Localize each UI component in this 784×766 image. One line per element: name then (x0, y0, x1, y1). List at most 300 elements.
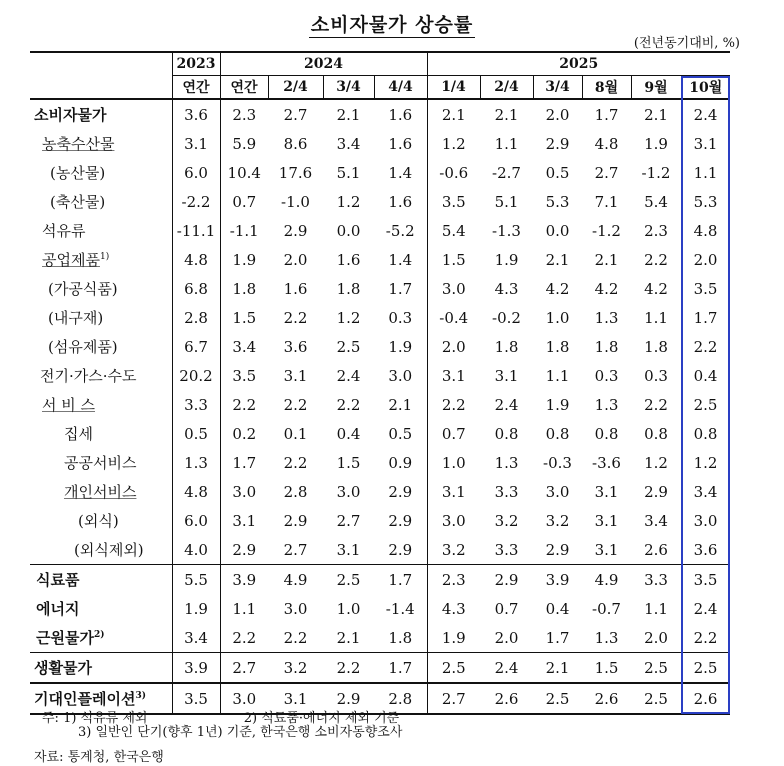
table-cell: 4.8 (172, 245, 220, 274)
table-cell: 3.0 (693, 511, 718, 530)
table-cell: 4.8 (172, 477, 220, 506)
table-cell: 2.4 (480, 653, 533, 684)
table-cell: 2.9 (220, 535, 268, 565)
year-header-2025: 2025 (427, 52, 730, 76)
table-cell: 6.8 (172, 274, 220, 303)
table-row (30, 448, 730, 477)
table-cell: -1.3 (492, 221, 521, 240)
table-cell: 0.0 (545, 221, 570, 240)
period-header: 3/4 (323, 76, 374, 100)
table-cell: -1.4 (385, 599, 415, 618)
table-cell: 3.0 (545, 482, 570, 501)
table-row (30, 565, 730, 595)
table-cell: 2.6 (582, 683, 631, 714)
row-label (30, 216, 172, 245)
table-cell: 5.3 (693, 192, 718, 211)
table-cell: 1.2 (693, 453, 718, 472)
row-label-text: 공공서비스 (64, 454, 137, 472)
row-label-text: 서 비 스 (42, 396, 96, 414)
table-cell: 0.8 (545, 424, 570, 443)
table-row (30, 158, 730, 187)
period-header: 연간 (220, 76, 268, 100)
table-cell: 0.3 (644, 366, 668, 385)
table-cell: 2.0 (693, 250, 718, 269)
row-label-text: 기대인플레이션 (34, 690, 136, 708)
table-cell: 3.1 (494, 366, 519, 385)
table-cell: 3.1 (594, 511, 619, 530)
table-cell: 2.5 (681, 653, 730, 684)
table-cell: -2.2 (172, 187, 220, 216)
table-cell: -0.2 (492, 308, 521, 327)
table-cell: 1.6 (336, 250, 361, 269)
table-cell: 2.9 (388, 540, 413, 559)
table-cell: 2.7 (427, 683, 480, 714)
table-row (30, 99, 730, 129)
table-cell: 2.2 (220, 390, 268, 419)
table-cell: 2.4 (693, 105, 718, 124)
year-header-2023: 2023 (172, 52, 220, 76)
table-cell: 2.1 (533, 653, 582, 684)
table-cell: 3.0 (336, 482, 361, 501)
row-label (30, 390, 172, 419)
row-label-text: (축산물) (50, 193, 106, 211)
table-cell: 3.5 (220, 361, 268, 390)
table-row (30, 419, 730, 448)
footnote-3: 3) 일반인 단기(향후 1년) 기준, 한국은행 소비자동향조사 (78, 725, 403, 740)
table-cell: 2.4 (336, 366, 361, 385)
table-cell: 1.2 (336, 192, 361, 211)
table-cell: 2.9 (388, 511, 413, 530)
period-header: 2/4 (268, 76, 323, 100)
table-cell: 8.6 (283, 134, 308, 153)
table-cell: -0.6 (427, 158, 480, 187)
source-note: 자료: 통계청, 한국은행 (34, 750, 164, 765)
table-cell: 3.1 (427, 361, 480, 390)
table-cell: 2.7 (336, 511, 361, 530)
period-header: 8월 (582, 76, 631, 100)
table-cell: 1.8 (644, 337, 668, 356)
table-row (30, 653, 730, 684)
table-cell: 1.9 (545, 395, 570, 414)
footnote-line-1 (42, 712, 402, 726)
table-cell: 1.8 (545, 337, 570, 356)
table-cell: 2.0 (494, 628, 519, 647)
table-cell: 1.3 (494, 453, 519, 472)
table-cell: 0.7 (427, 419, 480, 448)
table-cell: 1.8 (594, 337, 619, 356)
table-cell: 2.2 (693, 628, 718, 647)
table-cell: 1.1 (644, 599, 668, 618)
table-cell: 2.8 (172, 303, 220, 332)
table-cell: 4.8 (693, 221, 718, 240)
table-cell: 3.2 (268, 653, 323, 684)
table-row (30, 361, 730, 390)
table-cell: 1.3 (594, 395, 619, 414)
table-row (30, 245, 730, 274)
table-cell: 1.2 (336, 308, 361, 327)
table-row (30, 506, 730, 535)
table-cell: 5.1 (336, 163, 361, 182)
row-label (30, 274, 172, 303)
table-row (30, 594, 730, 623)
row-label (30, 361, 172, 390)
row-label (30, 683, 172, 714)
table-cell: 4.3 (494, 279, 519, 298)
table-cell: 2.2 (283, 453, 308, 472)
row-label-text: 소비자물가 (34, 106, 107, 124)
table-cell: 3.4 (220, 332, 268, 361)
row-label-text: 에너지 (36, 600, 80, 618)
table-cell: 4.2 (545, 279, 570, 298)
table-cell: 1.9 (388, 337, 413, 356)
row-label-text: 전기·가스·수도 (40, 367, 137, 385)
table-cell: -1.1 (220, 216, 268, 245)
table-cell: 3.6 (172, 99, 220, 129)
table-cell: 1.8 (220, 274, 268, 303)
table-row (30, 623, 730, 653)
table-cell: 2.9 (283, 511, 308, 530)
table-cell: -11.1 (172, 216, 220, 245)
table-cell: 2.9 (644, 482, 668, 501)
table-cell: 0.4 (336, 424, 361, 443)
table-cell: 2.0 (644, 628, 668, 647)
table-cell: 4.9 (582, 565, 631, 595)
table-cell: 3.0 (220, 683, 268, 714)
table-cell: 2.3 (644, 221, 668, 240)
table-cell: 1.9 (427, 623, 480, 653)
table-cell: 2.2 (323, 653, 374, 684)
table-cell: 1.6 (388, 134, 413, 153)
table-cell: 2.6 (480, 683, 533, 714)
table-cell: 2.1 (336, 105, 361, 124)
table-cell: 1.4 (388, 250, 413, 269)
footnotes (42, 712, 402, 740)
table-cell: 3.1 (172, 129, 220, 158)
table-cell: 2.1 (336, 628, 361, 647)
table-cell: 2.3 (427, 565, 480, 595)
row-label-text: 개인서비스 (64, 483, 137, 501)
row-label (30, 187, 172, 216)
row-label (30, 158, 172, 187)
table-cell: -2.7 (492, 163, 521, 182)
row-label-text: (가공식품) (48, 280, 118, 298)
table-cell: -3.6 (592, 453, 621, 472)
table-cell: 1.3 (172, 448, 220, 477)
table-cell: 1.4 (388, 163, 413, 182)
row-label (30, 535, 172, 565)
table-cell: 1.5 (582, 653, 631, 684)
table-cell: 2.9 (323, 683, 374, 714)
table-cell: 0.9 (388, 453, 413, 472)
table-cell: 1.8 (494, 337, 519, 356)
table-cell: 1.8 (388, 628, 413, 647)
table-cell: -0.7 (592, 599, 621, 618)
table-cell: 3.1 (594, 540, 619, 559)
footnote-marker: 2) (93, 630, 105, 640)
table-cell: 3.3 (631, 565, 681, 595)
table-cell: 0.8 (693, 424, 718, 443)
year-header-2024: 2024 (220, 52, 427, 76)
table-cell: 6.0 (172, 506, 220, 535)
table-cell: 0.5 (388, 424, 413, 443)
table-cell: 1.1 (644, 308, 668, 327)
table-cell: 3.4 (693, 482, 718, 501)
table-cell: 1.5 (427, 245, 480, 274)
footnote-marker: 3) (135, 691, 146, 701)
table-cell: 3.4 (172, 623, 220, 653)
row-label-text: 집세 (64, 425, 93, 443)
period-header: 3/4 (533, 76, 582, 100)
table-cell: 2.5 (693, 395, 718, 414)
table-cell: 2.2 (283, 308, 308, 327)
row-label-text: 식료품 (36, 571, 80, 589)
row-label-text: 석유류 (42, 222, 86, 240)
table-row (30, 274, 730, 303)
table-cell: 1.6 (283, 279, 308, 298)
table-cell: 5.1 (494, 192, 519, 211)
row-label-text: 근원물가 (36, 629, 94, 647)
row-label (30, 419, 172, 448)
table-cell: 5.4 (427, 216, 480, 245)
table-cell: 2.5 (427, 653, 480, 684)
table-cell: 0.0 (336, 221, 361, 240)
table-cell: 2.5 (323, 565, 374, 595)
table-cell: 2.5 (336, 337, 361, 356)
table-cell: 3.0 (220, 477, 268, 506)
table-cell: 1.6 (388, 192, 413, 211)
table-cell: 1.9 (494, 250, 519, 269)
table-cell: 2.2 (693, 337, 718, 356)
table-cell: 2.6 (681, 683, 730, 714)
table-cell: 1.1 (220, 594, 268, 623)
table-cell: 3.5 (693, 279, 718, 298)
table-cell: 3.1 (336, 540, 361, 559)
table-cell: 2.4 (693, 599, 718, 618)
table-cell: 2.9 (388, 482, 413, 501)
table-cell: 20.2 (172, 361, 220, 390)
table-cell: 1.6 (388, 105, 413, 124)
table-cell: 3.9 (220, 565, 268, 595)
table-cell: 0.8 (494, 424, 519, 443)
table-cell: 2.1 (388, 395, 413, 414)
table-cell: 2.2 (336, 395, 361, 414)
table-title: 소비자물가 상승률 (310, 14, 474, 36)
table-cell: 3.0 (283, 599, 308, 618)
row-label (30, 245, 172, 274)
table-row (30, 303, 730, 332)
table-cell: 2.9 (545, 134, 570, 153)
table-cell: 2.2 (644, 395, 668, 414)
table-cell: 1.7 (388, 279, 413, 298)
row-label-text: 생활물가 (34, 659, 92, 677)
table-cell: -0.4 (427, 303, 480, 332)
table-cell: 2.2 (283, 395, 308, 414)
period-header: 9월 (631, 76, 681, 100)
table-cell: 3.3 (172, 390, 220, 419)
table-cell: -5.2 (385, 221, 415, 240)
row-label-text: (외식제외) (74, 541, 144, 559)
row-label (30, 332, 172, 361)
row-label (30, 99, 172, 129)
table-cell: 1.1 (545, 366, 570, 385)
table-cell: 1.7 (693, 308, 718, 327)
table-cell: 2.3 (220, 99, 268, 129)
table-cell: 2.4 (494, 395, 519, 414)
table-cell: 0.2 (220, 419, 268, 448)
footnote-marker: 1) (99, 252, 110, 262)
table-cell: 3.1 (693, 134, 718, 153)
period-header: 1/4 (427, 76, 480, 100)
table-cell: 5.9 (220, 129, 268, 158)
table-cell: 2.1 (644, 105, 668, 124)
period-header: 10월 (681, 76, 730, 100)
table-cell: 7.1 (594, 192, 619, 211)
table-cell: 5.3 (545, 192, 570, 211)
table-cell: 2.9 (545, 540, 570, 559)
row-label (30, 653, 172, 684)
table-cell: 3.0 (388, 366, 413, 385)
table-cell: 2.7 (594, 163, 619, 182)
table-row (30, 129, 730, 158)
table-cell: 1.0 (336, 599, 361, 618)
table-row (30, 477, 730, 506)
table-cell: 3.5 (681, 565, 730, 595)
table-cell: 2.2 (220, 623, 268, 653)
table-cell: 2.0 (427, 332, 480, 361)
row-label (30, 129, 172, 158)
row-label-text: 농축수산물 (42, 135, 115, 153)
table-cell: 4.9 (268, 565, 323, 595)
table-cell: -1.2 (641, 163, 671, 182)
table-cell: 2.7 (220, 653, 268, 684)
row-label-text: (내구재) (48, 309, 104, 327)
row-label-text: 공업제품 (42, 251, 100, 269)
table-cell: 3.5 (427, 187, 480, 216)
table-cell: -1.0 (281, 192, 310, 211)
table-cell: 6.7 (172, 332, 220, 361)
table-cell: 1.7 (545, 628, 570, 647)
table-cell: 2.6 (644, 540, 668, 559)
row-label-text: (외식) (78, 512, 119, 530)
table-cell: 1.9 (644, 134, 668, 153)
table-cell: 1.3 (594, 308, 619, 327)
row-label (30, 594, 172, 623)
table-cell: 0.7 (494, 599, 519, 618)
table-cell: 10.4 (220, 158, 268, 187)
table-cell: 1.1 (693, 163, 718, 182)
table-cell: 1.7 (594, 105, 619, 124)
table-cell: 3.6 (283, 337, 308, 356)
table-cell: 3.1 (268, 683, 323, 714)
unit-label: (전년동기대비, %) (633, 36, 740, 51)
table-cell: 17.6 (278, 163, 313, 182)
table-cell: 2.8 (283, 482, 308, 501)
table-cell: -0.3 (543, 453, 572, 472)
table-cell: 2.5 (631, 683, 681, 714)
table-cell: 1.8 (336, 279, 361, 298)
table-cell: 0.3 (594, 366, 619, 385)
table-row (30, 390, 730, 419)
table-cell: 3.4 (644, 511, 668, 530)
table-cell: 2.0 (545, 105, 570, 124)
table-cell: 3.4 (336, 134, 361, 153)
table-cell: 1.9 (220, 245, 268, 274)
table-cell: 3.1 (220, 506, 268, 535)
table-cell: 1.1 (494, 134, 519, 153)
header-corner (30, 52, 172, 99)
row-label (30, 303, 172, 332)
table-cell: 2.9 (480, 565, 533, 595)
table-cell: 2.5 (533, 683, 582, 714)
table-cell: 1.7 (374, 653, 427, 684)
row-label-text: (섬유제품) (48, 338, 118, 356)
table-cell: 5.4 (644, 192, 668, 211)
table-cell: 3.1 (427, 477, 480, 506)
table-cell: 5.5 (172, 565, 220, 595)
row-label (30, 565, 172, 595)
table-cell: 3.5 (172, 683, 220, 714)
row-label (30, 477, 172, 506)
table-cell: 2.2 (644, 250, 668, 269)
table-cell: 4.0 (172, 535, 220, 565)
table-cell: -1.2 (592, 221, 621, 240)
period-header: 연간 (172, 76, 220, 100)
table-cell: 3.1 (594, 482, 619, 501)
table-cell: 3.6 (693, 540, 718, 559)
table-cell: 3.1 (283, 366, 308, 385)
table-cell: 2.0 (283, 250, 308, 269)
table-cell: 1.9 (172, 594, 220, 623)
table-cell: 0.5 (545, 163, 570, 182)
table-cell: 2.9 (283, 221, 308, 240)
table-cell: 3.0 (427, 274, 480, 303)
table-cell: 2.5 (631, 653, 681, 684)
table-row (30, 332, 730, 361)
table-cell: 0.3 (388, 308, 413, 327)
row-label-text: (농산물) (50, 164, 106, 182)
table-cell: 2.1 (594, 250, 619, 269)
table-row (30, 535, 730, 565)
table-cell: 1.7 (374, 565, 427, 595)
table-cell: 1.2 (644, 453, 668, 472)
table-cell: 0.4 (545, 599, 570, 618)
table-cell: 1.5 (336, 453, 361, 472)
table-cell: 0.1 (283, 424, 308, 443)
table-cell: 4.2 (594, 279, 619, 298)
table-cell: 1.5 (220, 303, 268, 332)
period-header: 2/4 (480, 76, 533, 100)
row-label (30, 448, 172, 477)
table-cell: 3.2 (545, 511, 570, 530)
period-header: 4/4 (374, 76, 427, 100)
table-row (30, 216, 730, 245)
table-cell: 3.0 (427, 506, 480, 535)
table-cell: 1.2 (427, 129, 480, 158)
table-cell: 3.9 (533, 565, 582, 595)
table-cell: 3.9 (172, 653, 220, 684)
table-cell: 4.8 (594, 134, 619, 153)
table-cell: 2.7 (283, 540, 308, 559)
table-cell: 2.1 (427, 99, 480, 129)
table-cell: 1.0 (427, 448, 480, 477)
table-cell: 1.0 (545, 308, 570, 327)
table-cell: 6.0 (172, 158, 220, 187)
table-cell: 3.3 (494, 482, 519, 501)
table-cell: 1.3 (594, 628, 619, 647)
table-cell: 4.3 (427, 594, 480, 623)
table-cell: 0.4 (693, 366, 718, 385)
table-row (30, 187, 730, 216)
